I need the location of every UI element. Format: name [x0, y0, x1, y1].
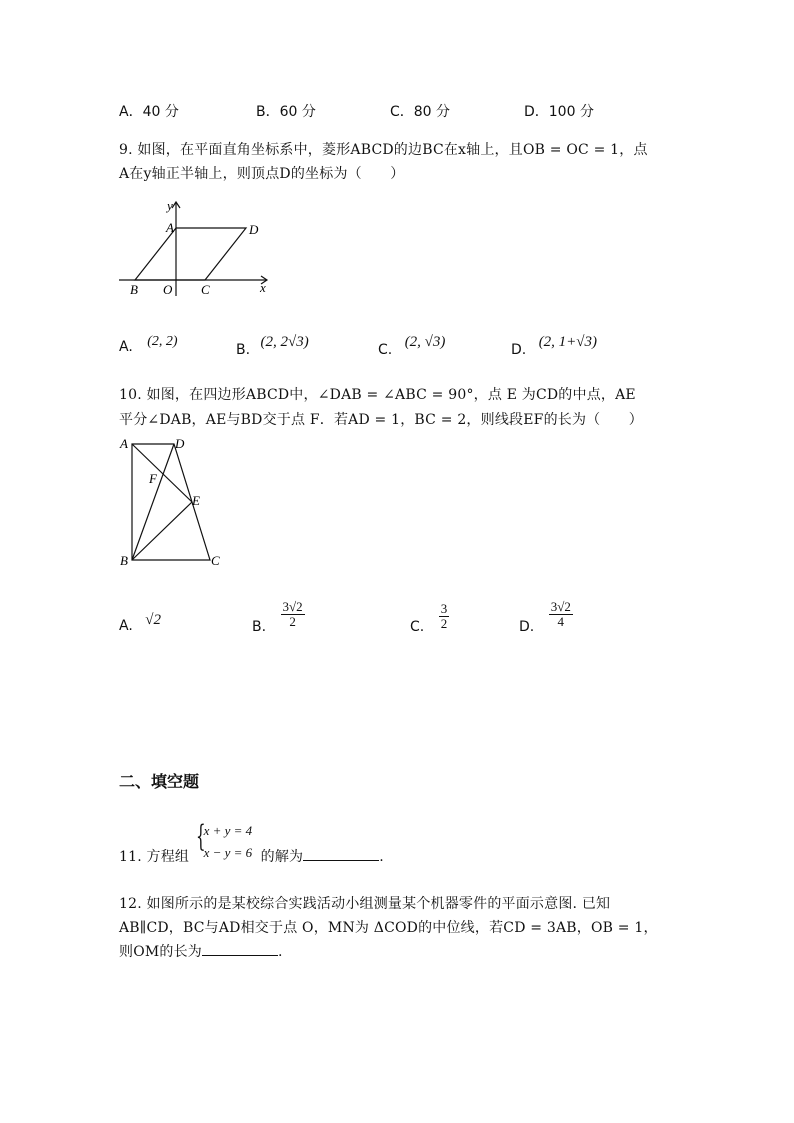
q8-option-a: A．40 分 — [119, 104, 179, 120]
label-x: x — [260, 280, 266, 295]
q8-option-d: D．100 分 — [524, 104, 594, 120]
label-c: C — [211, 553, 220, 568]
q10-option-d: D. $\frac{3√2}{4}$ — [519, 599, 571, 635]
q12-text-line1: 12. 如图所示的是某校综合实践活动小组测量某个机器零件的平面示意图. 已知 — [119, 896, 611, 912]
segment-be — [132, 502, 192, 560]
q8-option-b: B．60 分 — [256, 104, 316, 120]
q11-equation-system: { x + y = 4 x − y = 6 — [195, 819, 253, 860]
label-o: O — [163, 282, 173, 297]
q9-option-d: D. (2, 1+√3) — [511, 334, 598, 358]
label-d: D — [175, 436, 185, 451]
q12-text-line2: AB∥CD，BC与AD相交于点 O，MN为 ΔCOD的中位线，若CD = 3AB，OB = 1， — [119, 920, 658, 936]
q8-option-c: C．80 分 — [390, 104, 451, 120]
q9-text-line2: A在y轴正半轴上，则顶点D的坐标为（ ） — [119, 166, 405, 182]
q10-option-b: B. $\frac{3√2}{2}$ — [252, 599, 303, 635]
q12-answer-blank[interactable] — [202, 941, 278, 956]
segment-bd — [132, 444, 174, 560]
q10-text-line1: 10. 如图，在四边形ABCD中，∠DAB = ∠ABC = 90°，点 E 为CD的中点，AE — [119, 387, 636, 403]
q10-figure — [115, 432, 230, 572]
label-y: y — [167, 198, 173, 213]
q10-option-a: A. √2 — [119, 612, 161, 634]
q9-option-b: B. (2, 2√3) — [236, 334, 309, 358]
q12-text-line3: 则OM的长为 . — [119, 941, 283, 961]
q9-text-line1: 9. 如图，在平面直角坐标系中，菱形ABCD的边BC在x轴上，且OB = OC = 1，点 — [119, 142, 648, 158]
label-d: D — [249, 222, 259, 237]
q9-option-a: A. (2, 2) — [119, 334, 178, 355]
label-c: C — [201, 282, 210, 297]
label-b: B — [120, 553, 128, 568]
label-e: E — [192, 493, 200, 508]
label-a: A — [166, 220, 174, 235]
section-title: 二、填空题 — [119, 772, 200, 791]
label-a: A — [120, 436, 128, 451]
q11: 11. 方程组 { x + y = 4 x − y = 6 的解为 . — [119, 819, 384, 865]
q10-text-line2: 平分∠DAB，AE与BD交于点 F．若AD = 1，BC = 2，则线段EF的长为（ ） — [119, 412, 643, 428]
rhombus-abcd — [135, 228, 246, 280]
q9-option-c: C. (2, √3) — [378, 334, 446, 358]
q11-answer-blank[interactable] — [303, 846, 379, 861]
q10-option-c: C. $\frac{3}{2}$ — [410, 601, 448, 635]
q9-figure — [115, 196, 280, 300]
label-f: F — [149, 471, 157, 486]
label-b: B — [130, 282, 138, 297]
